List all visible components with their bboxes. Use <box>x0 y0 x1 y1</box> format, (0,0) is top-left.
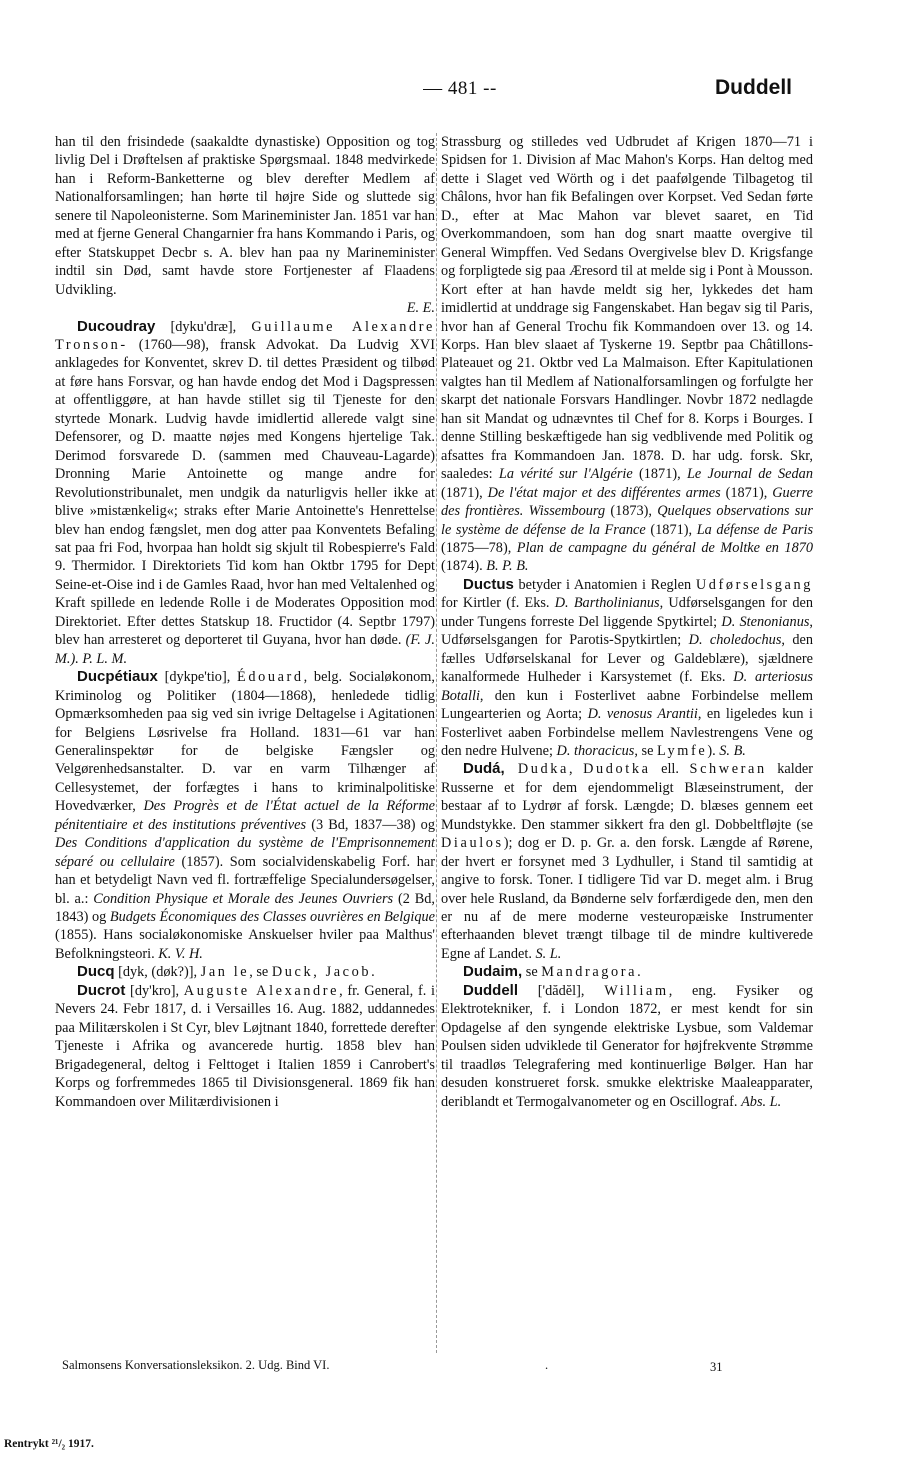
headword: Ducoudray <box>77 317 156 335</box>
right-column <box>441 133 813 1111</box>
headword: Ducq <box>77 963 115 981</box>
headword: Dudaim, <box>463 963 523 981</box>
signature: Abs. L. <box>741 1093 782 1110</box>
headword: Dudá, <box>463 760 505 778</box>
cross-reference: Lymfe <box>657 742 708 759</box>
left-column <box>55 133 435 1111</box>
entry-ducrot-continuation: Strassburg og stilledes ved Udbrudet af Krigen 1870—71 i Spidsen for 1. Division af Mac Mahon's Korps. Han deltog med dette i Slaget ved Wörth og i det paafølgende Tilbagetog til Châlons, hvor han fik Befalingen over Korpset. Ved Sedan førte D., efter at Mac Mahon var blevet saaret, en Tid Overkommandoen, som han dog snart maatte overgive til General Wimpffen. Ved Sedans Overgivelse blev D. Krigsfange og forpligtede sig paa Æresord til at melde sig i Pont à Mousson. Kort efter at han havde meldt sig her, lykkedes det ham imidlertid at unddrage sig Fangenskabet. Han begav sig til Paris, hvor han af General Trochu fik Kommandoen over 13. og 14. Korps. Han blev slaaet af Tyskerne 19. Septbr paa Châtillons-Plateauet og 21. Oktbr ved La Malmaison. Efter Kapitulationen valgtes han til Medlem af Nationalforsamlingen og forfulgte her skarpt det nationale Forsvars Handlinger. Novbr 1872 nedlagde han sit Mandat og udnævntes til Chef for 8. Korps i Bourges. I denne Stilling beskæftigede han sig vedblivende med Politik og afsattes fra Kommandoen Jan. 1878. D. har udg. forsk. Skr, saaledes: La vérité sur l'Algérie (1871), Le Journal de Sedan (1871), De l'état major et des différentes armes (1871), Guerre des frontières. Wissembourg (1873), Quelques observations sur le système de défense de la France (1871), La défense de Paris (1875—78), Plan de campagne du général de Moltke en 1870 (1874). B. P. B. <box>441 134 814 575</box>
signature: S. L. <box>535 945 562 962</box>
entry-continuation: han til den frisindede (saakaldte dynastiske) Opposition og tog livlig Del i Drøftelsen af praktiske Spørgsmaal. 1848 medvirkede han i Reform-Banketterne og blev derefter Medlem af Nationalforsamlingen; han hørte til højre Side og sluttede sig senere til Napoleonisterne. Som Marineminister Jan. 1851 var han med at fjerne General Changarnier fra hans Kommando i Paris, og efter Statskuppet Decbr s. A. blev han paa ny Marineminister indtil sin Død, samt havde store Fortjenester af Flaadens Udvikling. E. E. <box>55 134 435 317</box>
signature: E. E. <box>406 300 435 317</box>
cross-reference: Diaulos <box>441 835 504 852</box>
headword: Ducrot <box>77 981 126 999</box>
entry-ducoudray: Ducoudray [dyku'dræ], Guillaume Alexandre Tronson- (1760—98), fransk Advokat. Da Ludvig XVI anklagedes for Konventet, skrev D. til dettes Præsident og tilbød at føre hans Forsvar, og han havde endog det Mod i Dagspressen at offentliggøre, at han havde stillet sig til Tjeneste for den styrtede Monark. Ludvig havde imidlertid allerede valgt sine Defensorer, og D. maatte nøjes med Kongens hjertelige Tak. Derimod forsvarede D. (sammen med Chauveau-Lagarde) Dronning Marie Antoinette og mange andre for Revolutionstribunalet, men undgik da naturligvis heller ikke at blive »mistænkelig«; straks efter Marie Antoinette's Henrettelse blev han endog fængslet, men dog atter paa Konventets Befaling sat paa fri Fod, hvorpaa han holdt sig skjult til Robespierre's Fald 9. Thermidor. I Direktoriets Tid kom han Oktbr 1795 for Dept Seine-et-Oise ind i de Gamles Raad, hvor han med Veltalenhed og Kraft spillede en ledende Rolle i de Moderates Opposition mod Direktoriet. Efter dettes Statskup 18. Fructidor (4. Septbr 1797) blev han arresteret og deporteret til Guyana, hvor han døde. (F. J. M.). P. L. M. <box>55 317 435 667</box>
headword: Ductus <box>463 575 514 593</box>
signature: (F. J. M.). P. L. M. <box>55 632 435 667</box>
signature: K. V. H. <box>158 945 203 962</box>
entry-ducpetiaux: Ducpétiaux [dykpe'tio], Édouard, belg. Socialøkonom, Kriminolog og Politiker (1804—1868), henledede tidlig Opmærksomheden paa sig ved sin ivrige Deltagelse i Agitationen for Belgiens Løsrivelse fra Holland. 1831—61 var han Generalinspektør for de belgiske Fængsler og Velgørenhedsanstalter. D. var en varm Tilhænger af Cellesystemet, der forfægtes i hans to kriminalpolitiske Hovedværker, Des Progrès et de l'État actuel de la Réforme pénitentiaire et des institutions préventives (3 Bd, 1837—38) og Des Conditions d'application du système de l'Emprisonnement séparé ou cellulaire (1857). Som socialvidenskabelig Forf. har han et betydeligt Navn ved fl. fortræffelige Specialundersøgelser, bl. a.: Condition Physique et Morale des Jeunes Ouvriers (2 Bd, 1843) og Budgets Économiques des Classes ouvrières en Belgique (1855). Hans socialøkonomiske Anskuelser hviler paa Malthus' Befolkningsteori. K. V. H. <box>55 668 435 962</box>
entry-duda: Dudá, Dudka, Dudotka ell. Schweran kalder Russerne et for dem ejendommeligt Blæseinstrument, der bestaar af to Lydrør af forsk. Længde; D. blæses gennem eet Mundstykke. Den stammer sikkert fra den gl. Dobbeltfløjte (se Diaulos); dog er D. p. Gr. a. den forsk. Længde af Rørene, der hvert er forsynet med 3 Lydhuller, i Stand til samtidig at angive to forsk. Toner. I tidligere Tid var D. meget alm. i Brug over hele Rusland, da Bønderne selv forfærdigede den, men den er nu af de mere moderne vesteuropæiske Instrumenter efterhaanden blevet trængt tilbage til de mindre kultiverede Egne af Landet. S. L. <box>441 760 813 962</box>
imprint: Rentrykt ²¹/₂ 1917. <box>4 1438 94 1450</box>
entry-ducq: Ducq [dyk, (døk?)], Jan le, se Duck, Jacob. <box>77 963 375 981</box>
running-head: Duddell <box>715 76 792 99</box>
cross-reference: Duck, Jacob <box>271 964 372 981</box>
entry-ductus: Ductus betyder i Anatomien i Reglen Udførselsgang for Kirtler (f. Eks. D. Bartholinianus, Udførselsgangen for den under Tungens forreste Del liggende Spytkirtel; D. Stenonianus, Udførselsgangen for Parotis-Spytkirtlen; D. choledochus, den fælles Udførselskanal for Lever og Galdeblære), sjældnere kanalformede Hulheder i Karsystemet (f. Eks. D. arteriosus Botalli, den kun i Fosterlivet aabne Forbindelse mellem Lungearterien og Aorta; D. venosus Arantii, en ligeledes kun i Fosterlivet aaben Forbindelse mellem Navlestrengens Vene og den nedre Hulvene; D. thoracicus, se Lymfe). S. B. <box>441 575 814 759</box>
headword: Duddell <box>463 981 518 999</box>
page-number: — 481 -- <box>423 78 497 99</box>
entry-duddell: Duddell ['dădĕl], William, eng. Fysiker og Elektrotekniker, f. i London 1872, er mest kendt for sin Opdagelse af den syngende elektriske Lysbue, som Valdemar Poulsen siden udviklede til Generator for højfrekvente Strømme til traadløs Telegrafering med kontinuerlige Bølger. Han har desuden konstrueret forsk. smukke elektriske Maaleapparater, deriblandt et Termogalvanometer og en Oscillograf. Abs. L. <box>441 981 814 1110</box>
entry-ducrot: Ducrot [dy'kro], Auguste Alexandre, fr. General, f. i Nevers 24. Febr 1817, d. i Versailles 16. Aug. 1882, uddannedes paa Militærskolen i St Cyr, blev Løjtnant 1840, forrettede derefter Tjeneste i Afrika og avancerede hurtig. 1858 blev han Brigadegeneral, deltog i Felttoget i Italien 1859 i Canrobert's Korps og forfremmedes 1865 til Divisionsgeneral. 1869 fik han Kommandoen over Militærdivisionen i <box>55 981 435 1110</box>
footer-dot: . <box>545 1358 549 1372</box>
signature: B. P. B. <box>486 558 529 575</box>
footer-title: Salmonsens Konversationsleksikon. 2. Udg. Bind VI. <box>62 1358 330 1372</box>
entry-dudaim: Dudaim, se Mandragora. <box>463 963 641 981</box>
column-divider <box>436 133 437 1353</box>
headword: Ducpétiaux <box>77 668 158 686</box>
signature: S. B. <box>719 742 746 759</box>
signature-mark: 31 <box>710 1360 723 1374</box>
cross-reference: Mandragora <box>541 964 638 981</box>
